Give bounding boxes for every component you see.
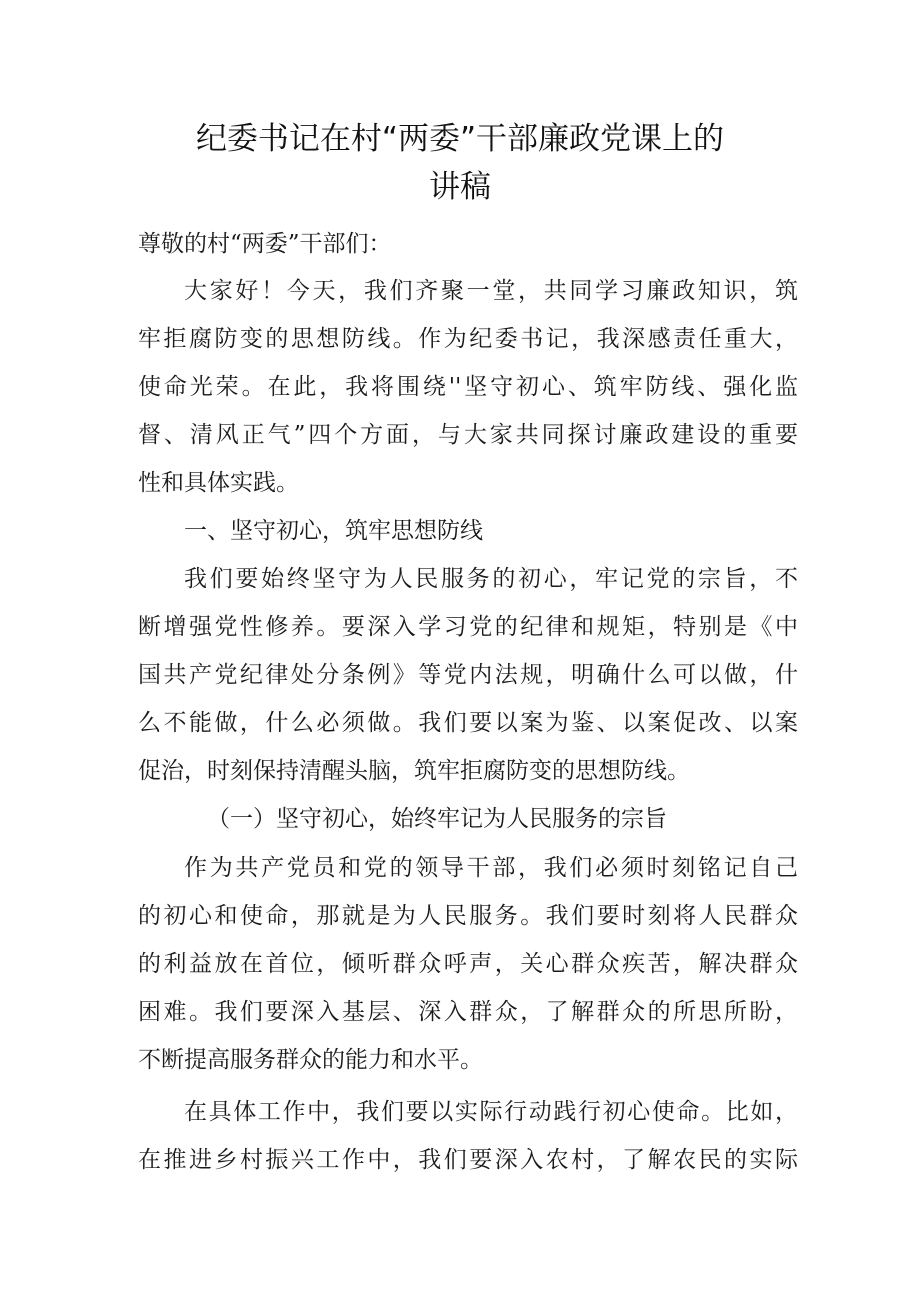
subsection-heading-text: （一）坚守初心，始终牢记为人民服务的宗旨 — [207, 806, 667, 832]
paragraph-line: 困难。我们要深入基层、深入群众，了解群众的所思所盼， — [138, 999, 798, 1025]
paragraph-line: 使命光荣。在此，我将围绕''坚守初心、筑牢防线、强化监 — [138, 374, 798, 400]
salutation-text: 尊敬的村“两委”干部们： — [138, 231, 392, 257]
salutation — [138, 220, 798, 268]
paragraph-line: 督、清风正气”四个方面，与大家共同探讨廉政建设的重要 — [138, 422, 798, 448]
paragraph-line: 性和具体实践。 — [138, 470, 299, 496]
paragraph-line: 国共产党纪律处分条例》等党内法规，明确什么可以做，什 — [138, 662, 798, 688]
paragraph-2 — [138, 555, 798, 795]
paragraph-line: 不断提高服务群众的能力和水平。 — [138, 1047, 483, 1073]
paragraph-line: 牢拒腐防变的思想防线。作为纪委书记，我深感责任重大， — [138, 326, 798, 352]
paragraph-line: 在具体工作中，我们要以实际行动践行初心使命。比如， — [184, 1099, 798, 1125]
paragraph-line: 我们要始终坚守为人民服务的初心，牢记党的宗旨，不 — [184, 566, 798, 592]
paragraph-1 — [138, 267, 798, 507]
paragraph-line: 断增强党性修养。要深入学习党的纪律和规矩，特别是《中 — [138, 614, 798, 640]
paragraph-line: 在推进乡村振兴工作中，我们要深入农村，了解农民的实际 — [138, 1147, 798, 1173]
document-title-line1: 纪委书记在村“两委”干部廉政党课上的 — [195, 121, 725, 157]
subsection-heading-1 — [138, 795, 798, 843]
section-heading-1 — [138, 507, 798, 555]
paragraph-line: 么不能做，什么必须做。我们要以案为鉴、以案促改、以案 — [138, 710, 798, 736]
paragraph-line: 的利益放在首位，倾听群众呼声，关心群众疾苦，解决群众 — [138, 951, 798, 977]
document-title-line2: 讲稿 — [429, 169, 491, 205]
paragraph-3 — [138, 844, 798, 1084]
paragraph-line: 促治，时刻保持清醒头脑，筑牢拒腐防变的思想防线。 — [138, 758, 690, 784]
paragraph-line: 大家好！今天，我们齐聚一堂，共同学习廉政知识，筑 — [184, 278, 798, 304]
paragraph-line: 作为共产党员和党的领导干部，我们必须时刻铭记自己 — [184, 855, 798, 881]
paragraph-line: 的初心和使命，那就是为人民服务。我们要时刻将人民群众 — [138, 903, 798, 929]
section-heading-text: 一、坚守初心，筑牢思想防线 — [184, 518, 483, 544]
paragraph-4 — [138, 1088, 798, 1184]
